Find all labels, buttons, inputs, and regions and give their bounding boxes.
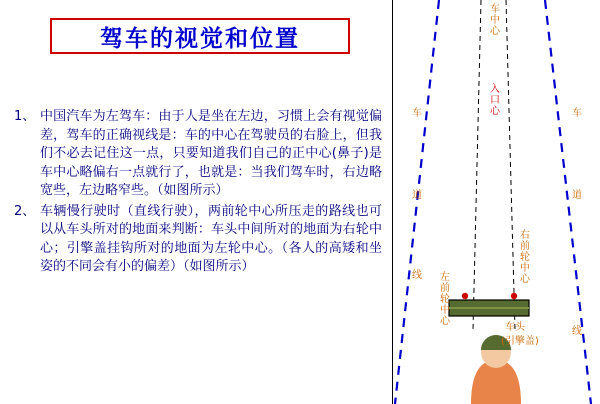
label-center-top: 车中心	[490, 4, 500, 37]
label-lane-right-che: 车	[572, 108, 582, 119]
label-lane-right-xian: 线	[572, 326, 582, 337]
list-item-number: 1、	[14, 109, 36, 124]
label-left-wheel-center: 左前轮中心	[440, 272, 450, 327]
list-item	[14, 108, 382, 201]
center-guide-left	[473, 0, 481, 330]
left-wheel-marker	[462, 293, 468, 299]
label-lane-right-dao: 道	[572, 190, 582, 201]
right-wheel-marker	[511, 293, 517, 299]
label-right-wheel-center: 右前轮中心	[520, 230, 530, 285]
list-item-text: 中国汽车为左驾车：由于人是坐在左边，习惯上会有视觉偏差，驾车的正确视线是：车的中心在驾驶员的右脸上，但我们不必去记住这一点，只要知道我们自己的正中心(鼻子)是车中心略偏右一点就行了，也就是：当我们驾车时，右边略宽些，左边略窄些。（如图所示）	[40, 109, 382, 198]
label-lane-left-che: 车	[412, 108, 422, 119]
page-title-box	[50, 18, 350, 54]
list-item-number: 2、	[14, 203, 36, 219]
lane-line-left	[395, 0, 439, 404]
label-lane-left-xian: 线	[412, 270, 422, 281]
label-car-head: 车头	[505, 322, 525, 333]
road-diagram	[393, 0, 600, 404]
page-title: 驾车的视觉和位置	[100, 25, 300, 52]
center-guide-right	[506, 0, 515, 330]
label-lane-left-dao: 道	[412, 190, 422, 201]
label-car-hood: (引擎盖)	[501, 336, 539, 347]
list-item	[14, 203, 382, 277]
label-entry-center: 入口心	[490, 84, 500, 117]
list-item-text: 车辆慢行驶时（直线行驶），两前轮中心所压走的路线也可以从车头所对的地面来判断：车头中间所对的地面为右轮中心；引擎盖挂钩所对的地面为左轮中心。（各人的高矮和坐姿的不同会有小的偏差）（如图所示）	[40, 203, 382, 274]
lane-line-right	[545, 0, 591, 404]
road-diagram-svg	[393, 0, 600, 404]
body-text-column	[14, 108, 382, 279]
